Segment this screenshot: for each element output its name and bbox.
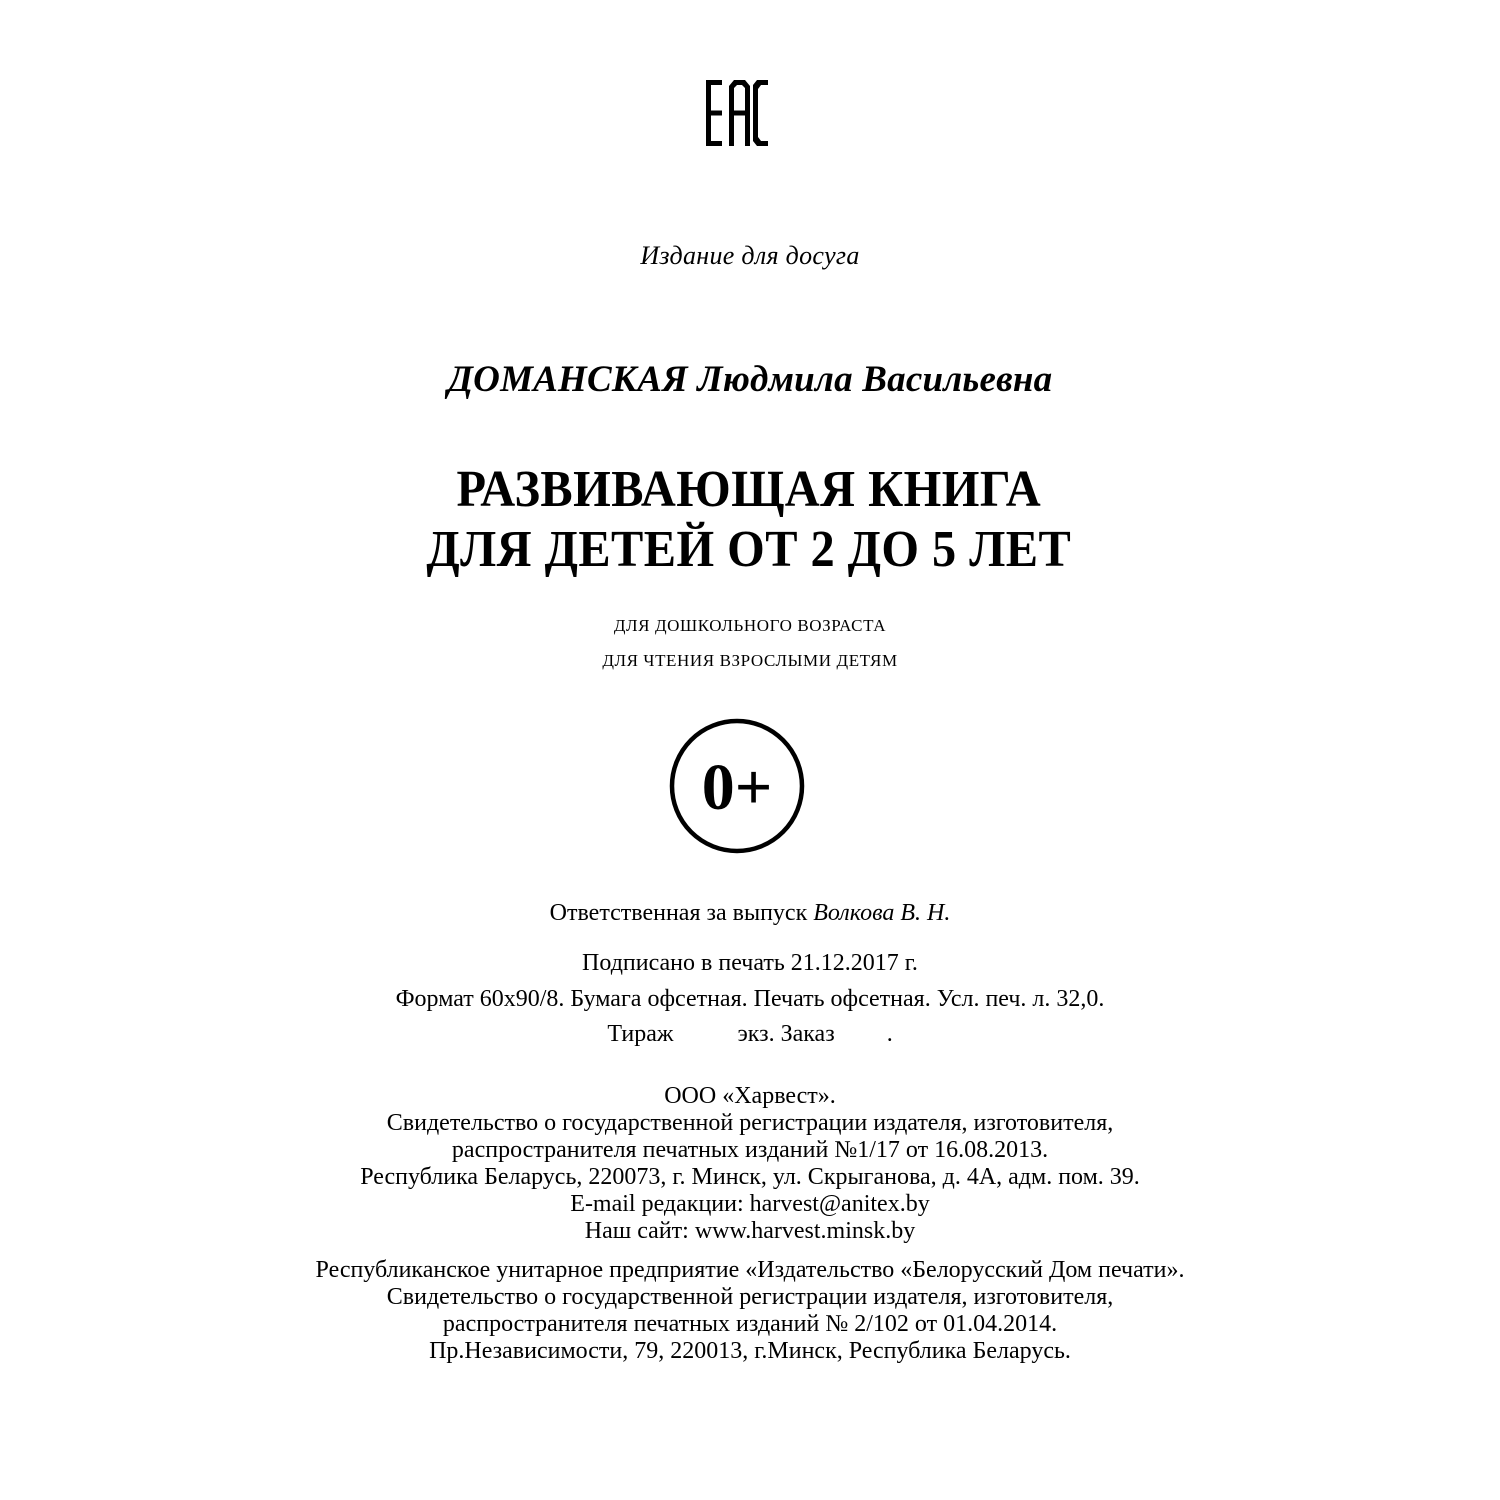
- responsible-label: Ответственная за выпуск: [549, 900, 808, 926]
- author-given-names: Людмила Васильевна: [697, 359, 1053, 400]
- age-rating-label: 0+: [701, 751, 773, 824]
- printer-line: распространителя печатных изданий № 2/102 от 01.04.2014.: [442, 1311, 1058, 1337]
- print-run-label: Тираж: [607, 1021, 674, 1047]
- printer-line: Свидетельство о государственной регистрации издателя, изготовителя,: [386, 1284, 1114, 1310]
- publisher-line: Республика Беларусь, 220073, г. Минск, ул. Скрыганова, д. 4А, адм. пом. 39.: [360, 1164, 1140, 1190]
- age-note: ДЛЯ ДОШКОЛЬНОГО ВОЗРАСТА: [613, 616, 887, 635]
- printer-line: Пр.Независимости, 79, 220013, г.Минск, Республика Беларусь.: [429, 1338, 1071, 1364]
- author-surname: ДОМАНСКАЯ: [447, 359, 688, 400]
- author-name: [0, 358, 1500, 401]
- publisher-line: Свидетельство о государственной регистрации издателя, изготовителя,: [386, 1110, 1114, 1136]
- responsible-name: Волкова В. Н.: [813, 900, 951, 926]
- printer-block: [0, 1257, 1500, 1365]
- book-title-line: РАЗВИВАЮЩАЯ КНИГА: [456, 461, 1042, 518]
- print-run-line: [0, 1017, 1500, 1051]
- edition-type: Издание для досуга: [640, 241, 860, 270]
- publisher-block: [0, 1083, 1500, 1245]
- eac-conformity-mark-icon: [706, 80, 768, 146]
- order-end: .: [886, 1021, 893, 1047]
- book-title: [51, 460, 1446, 580]
- age-rating-circle-icon: [669, 718, 805, 854]
- age-note: ДЛЯ ЧТЕНИЯ ВЗРОСЛЫМИ ДЕТЯМ: [602, 651, 898, 670]
- copies-label: экз. Заказ: [737, 1021, 835, 1047]
- format-line: Формат 60x90/8. Бумага офсетная. Печать офсетная. Усл. печ. л. 32,0.: [395, 986, 1105, 1012]
- publisher-line: ООО «Харвест».: [664, 1083, 836, 1109]
- publisher-line: Наш сайт: www.harvest.minsk.by: [584, 1218, 916, 1244]
- publisher-line: распространителя печатных изданий №1/17 от 16.08.2013.: [451, 1137, 1049, 1163]
- responsible-line: [0, 896, 1500, 930]
- publisher-line: E-mail редакции: harvest@anitex.by: [570, 1191, 930, 1217]
- printer-line: Республиканское унитарное предприятие «Издательство «Белорусский Дом печати».: [315, 1257, 1185, 1283]
- signed-to-print: Подписано в печать 21.12.2017 г.: [582, 950, 918, 976]
- book-title-line: ДЛЯ ДЕТЕЙ ОТ 2 ДО 5 ЛЕТ: [426, 521, 1072, 578]
